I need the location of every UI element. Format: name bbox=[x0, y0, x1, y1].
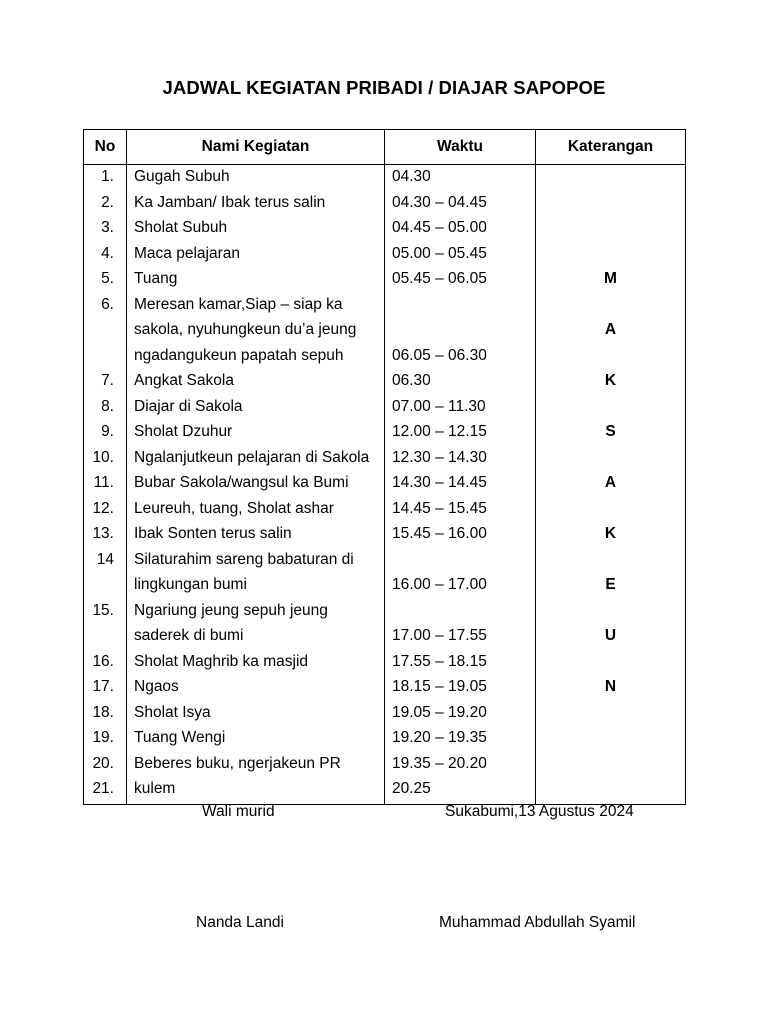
row-number bbox=[84, 345, 127, 371]
row-time: 20.25 bbox=[385, 778, 536, 804]
row-number: 21. bbox=[84, 778, 127, 804]
table-row bbox=[84, 294, 686, 320]
row-activity: Ngaos bbox=[127, 676, 385, 702]
row-activity: Ibak Sonten terus salin bbox=[127, 523, 385, 549]
table-header-row bbox=[84, 130, 686, 165]
row-activity: Gugah Subuh bbox=[127, 165, 385, 192]
row-time: 18.15 – 19.05 bbox=[385, 676, 536, 702]
row-time: 06.05 – 06.30 bbox=[385, 345, 536, 371]
row-note bbox=[536, 447, 686, 473]
row-activity: Meresan kamar,Siap – siap ka bbox=[127, 294, 385, 320]
row-time: 16.00 – 17.00 bbox=[385, 574, 536, 600]
table-row bbox=[84, 574, 686, 600]
row-note: U bbox=[536, 625, 686, 651]
row-activity: Angkat Sakola bbox=[127, 370, 385, 396]
row-time: 12.30 – 14.30 bbox=[385, 447, 536, 473]
row-number: 13. bbox=[84, 523, 127, 549]
row-time: 07.00 – 11.30 bbox=[385, 396, 536, 422]
document-title: JADWAL KEGIATAN PRIBADI / DIAJAR SAPOPOE bbox=[162, 77, 606, 98]
row-activity: Sholat Dzuhur bbox=[127, 421, 385, 447]
row-number: 9. bbox=[84, 421, 127, 447]
row-activity: Sholat Isya bbox=[127, 702, 385, 728]
table-row bbox=[84, 676, 686, 702]
row-time: 15.45 – 16.00 bbox=[385, 523, 536, 549]
row-activity: Diajar di Sakola bbox=[127, 396, 385, 422]
row-activity: Tuang Wengi bbox=[127, 727, 385, 753]
row-note bbox=[536, 192, 686, 218]
row-note bbox=[536, 778, 686, 804]
row-time: 14.30 – 14.45 bbox=[385, 472, 536, 498]
guardian-label: Wali murid bbox=[202, 803, 275, 820]
row-note bbox=[536, 549, 686, 575]
row-time: 14.45 – 15.45 bbox=[385, 498, 536, 524]
row-activity: lingkungan bumi bbox=[127, 574, 385, 600]
row-activity: ngadangukeun papatah sepuh bbox=[127, 345, 385, 371]
table-row bbox=[84, 370, 686, 396]
schedule-rows bbox=[84, 165, 686, 805]
table-row bbox=[84, 447, 686, 473]
place-date: Sukabumi,13 Agustus 2024 bbox=[445, 803, 634, 820]
row-time: 19.20 – 19.35 bbox=[385, 727, 536, 753]
row-number: 18. bbox=[84, 702, 127, 728]
table-row bbox=[84, 651, 686, 677]
row-note bbox=[536, 396, 686, 422]
row-number: 1. bbox=[84, 165, 127, 192]
table-row bbox=[84, 472, 686, 498]
row-time: 17.00 – 17.55 bbox=[385, 625, 536, 651]
row-note: S bbox=[536, 421, 686, 447]
row-note bbox=[536, 498, 686, 524]
row-time: 04.45 – 05.00 bbox=[385, 217, 536, 243]
table-row bbox=[84, 217, 686, 243]
header-activity-name: Nami Kegiatan bbox=[127, 130, 385, 165]
row-note bbox=[536, 217, 686, 243]
row-time: 12.00 – 12.15 bbox=[385, 421, 536, 447]
row-number: 6. bbox=[84, 294, 127, 320]
header-note: Katerangan bbox=[536, 130, 686, 165]
row-number bbox=[84, 574, 127, 600]
table-row bbox=[84, 778, 686, 804]
row-activity: Ngalanjutkeun pelajaran di Sakola bbox=[127, 447, 385, 473]
row-activity: saderek di bumi bbox=[127, 625, 385, 651]
student-name: Muhammad Abdullah Syamil bbox=[439, 914, 636, 931]
table-row bbox=[84, 345, 686, 371]
row-time: 19.05 – 19.20 bbox=[385, 702, 536, 728]
row-activity: Leureuh, tuang, Sholat ashar bbox=[127, 498, 385, 524]
row-number bbox=[84, 319, 127, 345]
table-row bbox=[84, 165, 686, 192]
row-note: A bbox=[536, 319, 686, 345]
table-row bbox=[84, 498, 686, 524]
row-number: 17. bbox=[84, 676, 127, 702]
row-note: K bbox=[536, 370, 686, 396]
row-activity: Silaturahim sareng babaturan di bbox=[127, 549, 385, 575]
row-number: 16. bbox=[84, 651, 127, 677]
row-activity: Maca pelajaran bbox=[127, 243, 385, 269]
row-number: 2. bbox=[84, 192, 127, 218]
row-number: 19. bbox=[84, 727, 127, 753]
row-number: 11. bbox=[84, 472, 127, 498]
row-note bbox=[536, 600, 686, 626]
header-time: Waktu bbox=[385, 130, 536, 165]
row-number: 4. bbox=[84, 243, 127, 269]
row-number: 3. bbox=[84, 217, 127, 243]
row-note bbox=[536, 345, 686, 371]
row-activity: kulem bbox=[127, 778, 385, 804]
table-row bbox=[84, 727, 686, 753]
table-row bbox=[84, 523, 686, 549]
table-row bbox=[84, 396, 686, 422]
row-activity: Bubar Sakola/wangsul ka Bumi bbox=[127, 472, 385, 498]
row-note: E bbox=[536, 574, 686, 600]
row-number: 15. bbox=[84, 600, 127, 626]
row-activity: Ka Jamban/ Ibak terus salin bbox=[127, 192, 385, 218]
row-number: 20. bbox=[84, 753, 127, 779]
row-activity: Ngariung jeung sepuh jeung bbox=[127, 600, 385, 626]
row-time: 17.55 – 18.15 bbox=[385, 651, 536, 677]
row-note bbox=[536, 753, 686, 779]
row-activity: Tuang bbox=[127, 268, 385, 294]
row-time bbox=[385, 294, 536, 320]
table-row bbox=[84, 268, 686, 294]
row-time bbox=[385, 319, 536, 345]
row-time bbox=[385, 549, 536, 575]
row-note bbox=[536, 702, 686, 728]
table-row bbox=[84, 600, 686, 626]
row-time: 19.35 – 20.20 bbox=[385, 753, 536, 779]
row-note bbox=[536, 294, 686, 320]
row-note bbox=[536, 651, 686, 677]
row-note bbox=[536, 727, 686, 753]
row-number: 14 bbox=[84, 549, 127, 575]
row-activity: Sholat Maghrib ka masjid bbox=[127, 651, 385, 677]
schedule-table bbox=[83, 129, 686, 805]
row-note bbox=[536, 165, 686, 192]
row-note: N bbox=[536, 676, 686, 702]
header-no: No bbox=[84, 130, 127, 165]
row-time: 04.30 – 04.45 bbox=[385, 192, 536, 218]
row-activity: Beberes buku, ngerjakeun PR bbox=[127, 753, 385, 779]
row-number: 8. bbox=[84, 396, 127, 422]
table-row bbox=[84, 192, 686, 218]
row-number: 5. bbox=[84, 268, 127, 294]
row-note: K bbox=[536, 523, 686, 549]
row-note bbox=[536, 243, 686, 269]
table-row bbox=[84, 319, 686, 345]
row-note: M bbox=[536, 268, 686, 294]
row-number: 10. bbox=[84, 447, 127, 473]
row-number bbox=[84, 625, 127, 651]
row-activity: Sholat Subuh bbox=[127, 217, 385, 243]
table-row bbox=[84, 625, 686, 651]
row-time: 05.00 – 05.45 bbox=[385, 243, 536, 269]
table-row bbox=[84, 549, 686, 575]
row-time: 04.30 bbox=[385, 165, 536, 192]
row-activity: sakola, nyuhungkeun du’a jeung bbox=[127, 319, 385, 345]
table-row bbox=[84, 243, 686, 269]
row-note: A bbox=[536, 472, 686, 498]
row-time: 06.30 bbox=[385, 370, 536, 396]
row-time: 05.45 – 06.05 bbox=[385, 268, 536, 294]
row-number: 12. bbox=[84, 498, 127, 524]
table-row bbox=[84, 702, 686, 728]
table-row bbox=[84, 421, 686, 447]
table-row bbox=[84, 753, 686, 779]
row-number: 7. bbox=[84, 370, 127, 396]
guardian-name: Nanda Landi bbox=[196, 914, 284, 931]
row-time bbox=[385, 600, 536, 626]
